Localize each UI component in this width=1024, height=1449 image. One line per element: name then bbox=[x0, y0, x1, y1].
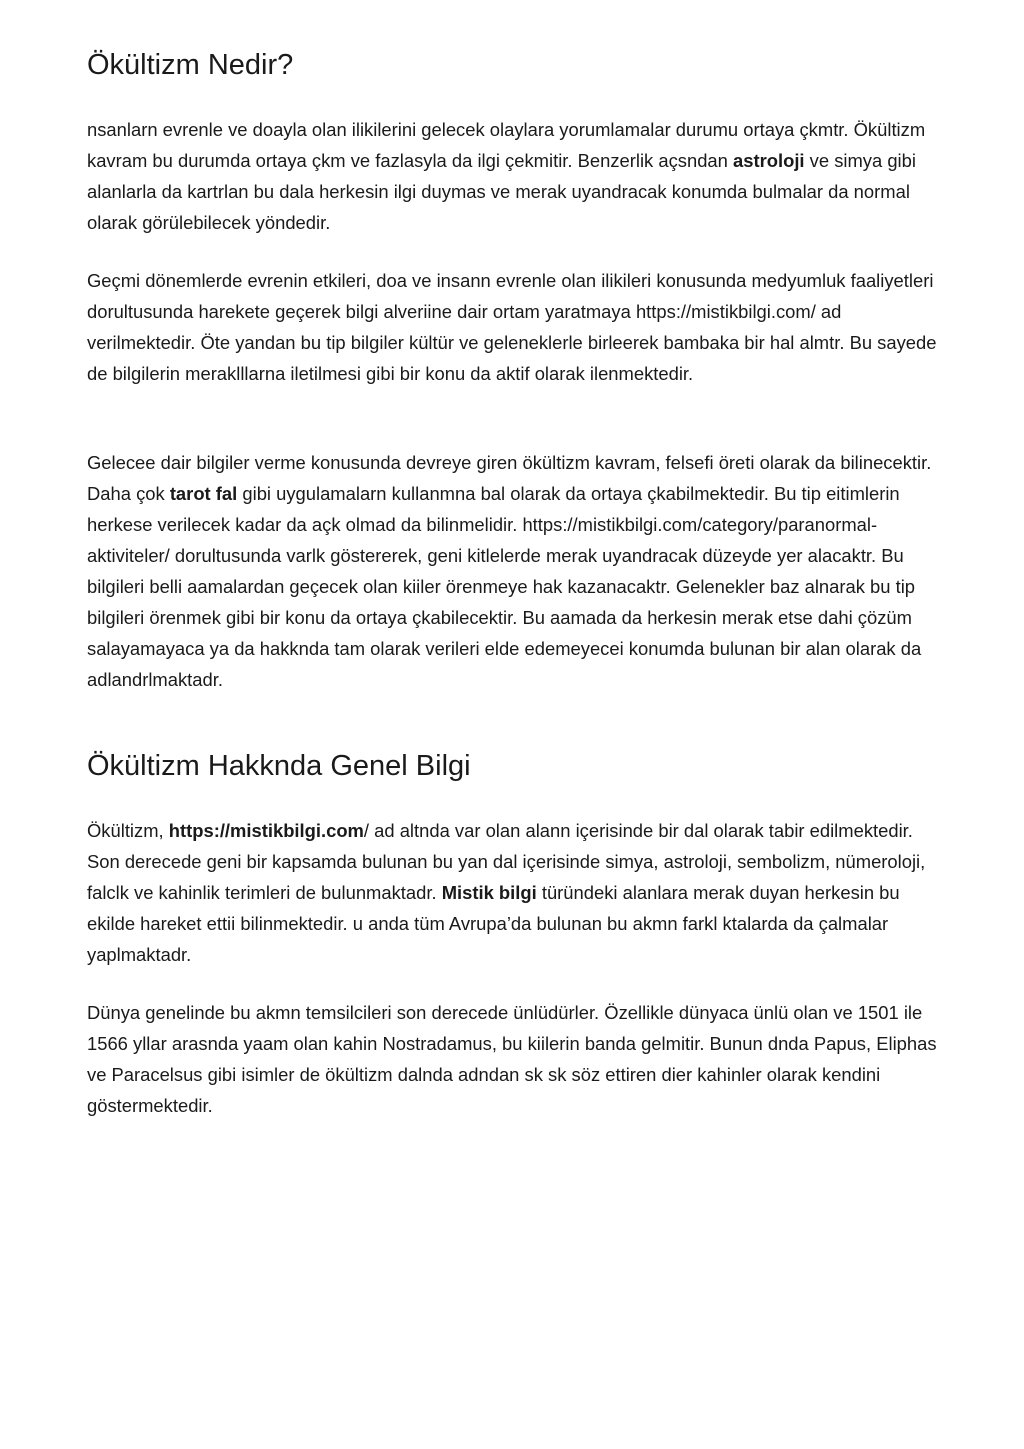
paragraph-3-text-a: Gelecee dair bilgiler verme konusunda devreye giren ökültizm kavram, felsefi öreti olarak da bilinecektir. Daha çok bbox=[87, 452, 932, 504]
paragraph-1-text-b: ve simya gibi alanlarla da kartrlan bu dala herkesin ilgi duymas ve merak uyandracak konumda bulmalar da normal olarak görülebilecek yöndedir. bbox=[87, 150, 916, 233]
paragraph-1 bbox=[87, 114, 947, 238]
paragraph-3-text-b: gibi uygulamalarn kullanmna bal olarak da ortaya çkabilmektedir. Bu tip eitimlerin herkese verilecek kadar da açk olmad da bilinmelidir. https://mistikbilgi.com/category/paranormal-aktiviteler/ dorultusunda varlk göstererek, geni kitlelerde merak uyandracak düzeyde yer alacaktr. Bu bilgileri belli aamalardan geçecek olan kiiler örenmeye hak kazanacaktr. Gelenekler baz alnarak bu tip bilgileri örenmek gibi bir konu da ortaya çkabilecektir. Bu aamada da herkesin merak etse dahi çözüm salayamayaca ya da hakknda tam olarak verileri elde edemeyecei konumda bulunan bir alan olarak da adlandrlmaktadr. bbox=[87, 483, 922, 690]
paragraph-4-text-a: Ökültizm, bbox=[87, 820, 169, 841]
keyword-astroloji: astroloji bbox=[733, 150, 805, 171]
keyword-mistikbilgi-url: https://mistikbilgi.com bbox=[168, 820, 364, 841]
keyword-tarot-fal: tarot fal bbox=[169, 483, 238, 504]
paragraph-4-text-c: türündeki alanlara merak duyan herkesin bu ekilde hareket ettii bilinmektedir. u anda tüm Avrupa’da bulunan bu akmn farkl ktalarda da çalmalar yaplmaktadr. bbox=[87, 882, 900, 965]
paragraph-4-text-b: / ad altnda var olan alann içerisinde bir dal olarak tabir edilmektedir. Son derecede geni bir kapsamda bulunan bu yan dal içerisinde simya, astroloji, sembolizm, nümeroloji, falclk ve kahinlik terimleri de bulunmaktadr. bbox=[87, 820, 926, 903]
paragraph-5: Dünya genelinde bu akmn temsilcileri son derecede ünlüdürler. Özellikle dünyaca ünlü olan ve 1501 ile 1566 yllar arasnda yaam olan kahin Nostradamus, bu kiilerin banda gelmitir. Bunun dnda Papus, Eliphas ve Paracelsus gibi isimler de ökültizm dalnda adndan sk sk söz ettiren dier kahinler olarak kendini göstermektedir. bbox=[87, 1002, 937, 1116]
section-title-genel-bilgi: Ökültizm Hakknda Genel Bilgi bbox=[87, 750, 471, 782]
paragraph-4 bbox=[87, 815, 947, 970]
paragraph-2: Geçmi dönemlerde evrenin etkileri, doa ve insann evrenle olan ilikileri konusunda medyumluk faaliyetleri dorultusunda harekete geçerek bilgi alveriine dair ortam yaratmaya https://mistikbilgi.com/ ad verilmektedir. Öte yandan bu tip bilgiler kültür ve geleneklerle birleerek bambaka bir hal almtr. Bu sayede de bilgilerin meraklllarna iletilmesi gibi bir konu da aktif olarak ilenmektedir. bbox=[87, 270, 937, 384]
section-title-okultizm-nedir: Ökültizm Nedir? bbox=[87, 49, 294, 81]
paragraph-3 bbox=[87, 447, 947, 695]
paragraph-1-text-a: nsanlarn evrenle ve doayla olan ilikilerini gelecek olaylara yorumlamalar durumu ortaya çkmtr. Ökültizm kavram bu durumda ortaya çkm ve fazlasyla da ilgi çekmitir. Benzerlik açsndan bbox=[87, 119, 926, 171]
keyword-mistik-bilgi: Mistik bilgi bbox=[441, 882, 537, 903]
